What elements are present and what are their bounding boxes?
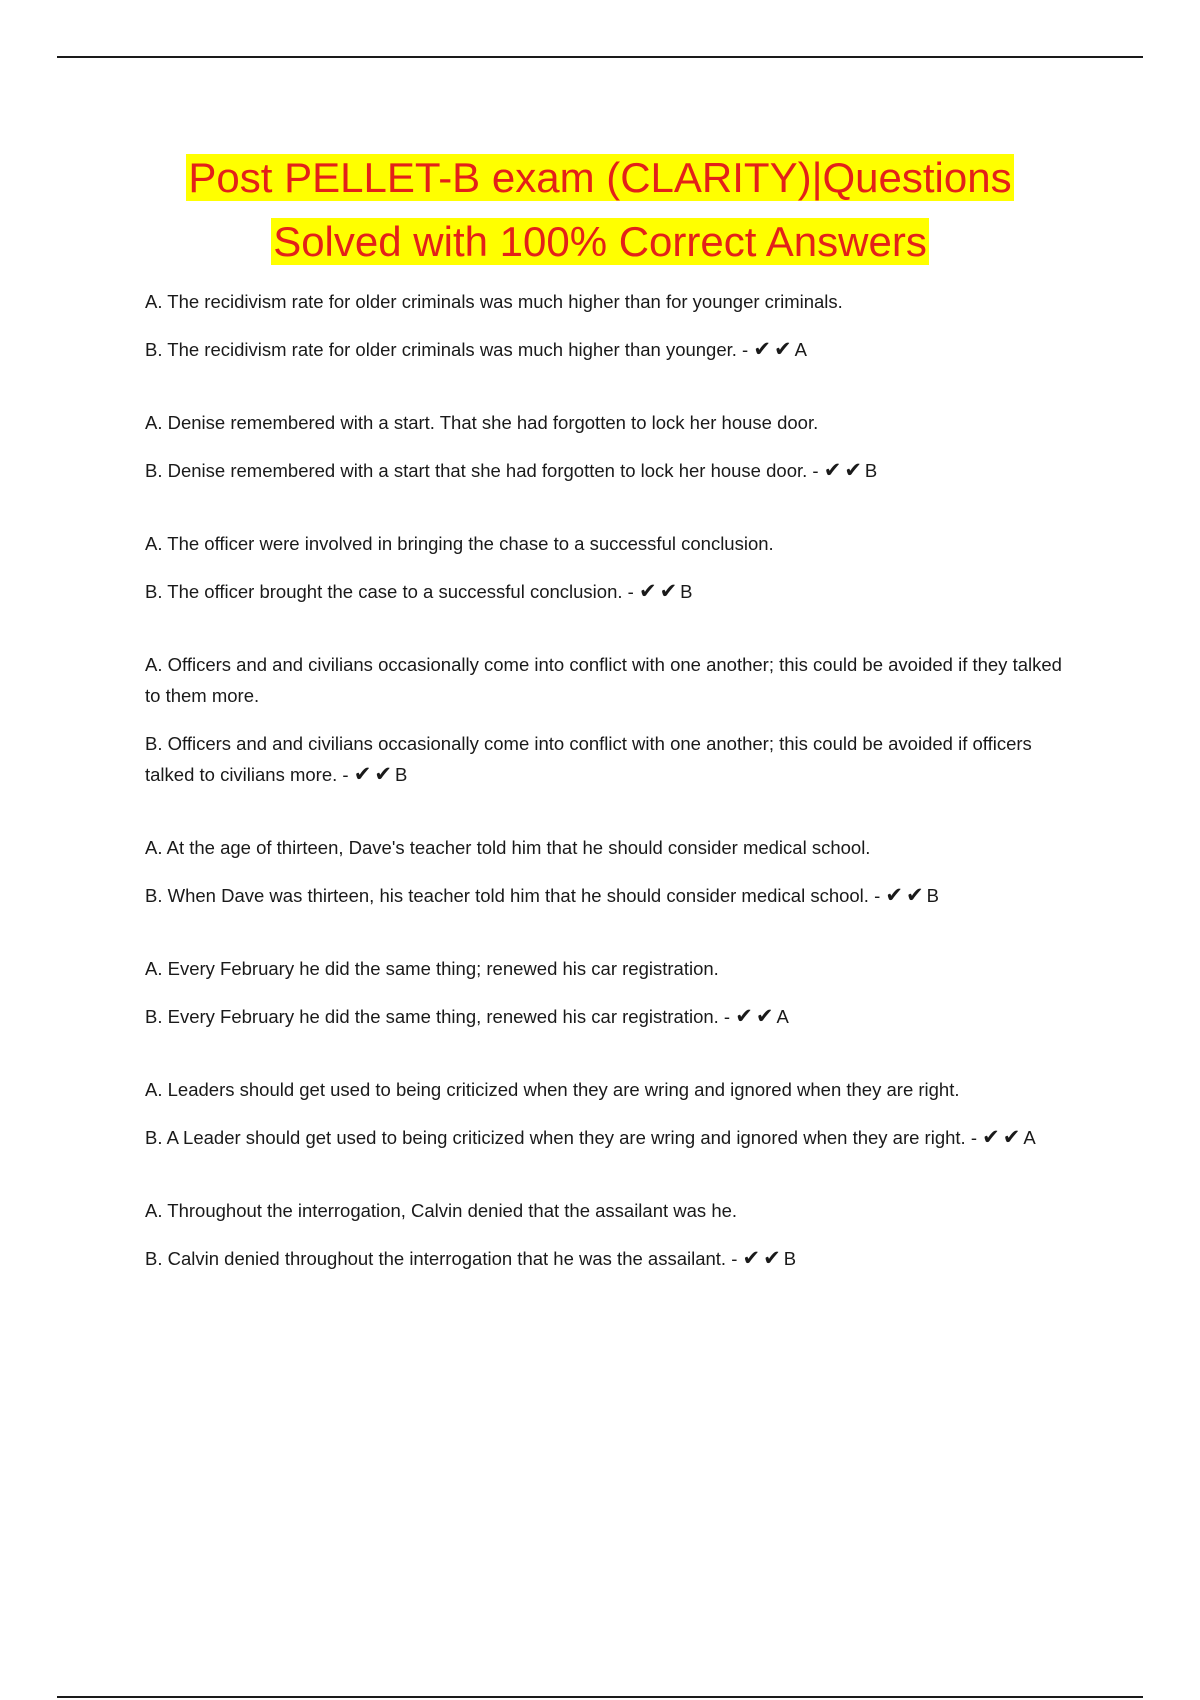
footer-rule (57, 1696, 1143, 1698)
option-b (145, 1243, 1065, 1274)
question-list (145, 286, 1065, 1316)
option-a: A. The officer were involved in bringing the chase to a successful conclusion. (145, 533, 774, 554)
option-b (145, 880, 1065, 911)
answer-letter: B (394, 764, 408, 785)
check-icon: ✔ (374, 762, 392, 786)
option-a: A. Throughout the interrogation, Calvin denied that the assailant was he. (145, 1200, 738, 1221)
option-a: A. Every February he did the same thing; renewed his car registration. (145, 958, 719, 979)
check-icon: ✔ (905, 883, 924, 907)
check-icon: ✔ (763, 1246, 781, 1270)
answer-mark (639, 581, 693, 602)
answer-letter: A (794, 339, 807, 360)
check-icon: ✔ (742, 1246, 761, 1270)
answer-mark (885, 885, 939, 906)
check-icon: ✔ (885, 883, 903, 907)
option-a: A. The recidivism rate for older criminals was much higher than for younger criminals. (145, 291, 843, 312)
option-b-text: B. When Dave was thirteen, his teacher told him that he should consider medical school. - (145, 885, 881, 906)
check-icon: ✔ (753, 337, 771, 361)
check-icon: ✔ (659, 579, 678, 603)
option-b-text: B. Denise remembered with a start that she had forgotten to lock her house door. - (145, 460, 819, 481)
answer-mark (735, 1006, 789, 1027)
answer-mark (824, 460, 878, 481)
question-item (145, 953, 1065, 1032)
question-item (145, 1195, 1065, 1274)
header-rule (57, 56, 1143, 58)
answer-letter: B (783, 1248, 797, 1269)
document-title (60, 146, 1140, 274)
check-icon: ✔ (1002, 1125, 1021, 1149)
option-a: A. Denise remembered with a start. That she had forgotten to lock her house door. (145, 412, 819, 433)
check-icon: ✔ (353, 762, 372, 786)
option-b-text: B. The officer brought the case to a successful conclusion. - (145, 581, 634, 602)
question-item (145, 832, 1065, 911)
check-icon: ✔ (638, 579, 657, 603)
question-item (145, 1074, 1065, 1153)
answer-letter: A (1023, 1127, 1036, 1148)
option-b (145, 728, 1065, 790)
option-b (145, 1122, 1065, 1153)
answer-letter: B (864, 460, 878, 481)
title-line-2: Solved with 100% Correct Answers (273, 218, 927, 265)
option-b-text: B. Officers and and civilians occasionally come into conflict with one another; this could be avoided if officers talked to civilians more. - (145, 733, 1032, 785)
question-item (145, 649, 1065, 790)
option-b-text: B. The recidivism rate for older criminals was much higher than younger. - (145, 339, 749, 360)
answer-letter: B (680, 581, 693, 602)
option-a: A. Leaders should get used to being criticized when they are wring and ignored when they are right. (145, 1079, 960, 1100)
answer-mark (982, 1127, 1036, 1148)
answer-letter: A (776, 1006, 789, 1027)
answer-mark (354, 764, 408, 785)
answer-letter: B (926, 885, 939, 906)
answer-mark (753, 339, 807, 360)
check-icon: ✔ (844, 458, 862, 482)
title-line-1: Post PELLET-B exam (CLARITY)|Questions (188, 154, 1012, 201)
question-item (145, 286, 1065, 365)
option-b (145, 576, 1065, 607)
check-icon: ✔ (735, 1004, 753, 1028)
option-b (145, 455, 1065, 486)
question-item (145, 528, 1065, 607)
answer-mark (743, 1248, 797, 1269)
check-icon: ✔ (823, 458, 842, 482)
option-a: A. Officers and and civilians occasionally come into conflict with one another; this could be avoided if they talked to them more. (145, 654, 1062, 706)
option-b-text: B. Calvin denied throughout the interrogation that he was the assailant. - (145, 1248, 738, 1269)
option-b-text: B. Every February he did the same thing, renewed his car registration. - (145, 1006, 731, 1027)
check-icon: ✔ (982, 1125, 1000, 1149)
option-b-text: B. A Leader should get used to being criticized when they are wring and ignored when they are right. - (145, 1127, 977, 1148)
option-b (145, 1001, 1065, 1032)
question-item (145, 407, 1065, 486)
option-b (145, 334, 1065, 365)
option-a: A. At the age of thirteen, Dave's teacher told him that he should consider medical school. (145, 837, 871, 858)
check-icon: ✔ (755, 1004, 774, 1028)
check-icon: ✔ (773, 337, 792, 361)
